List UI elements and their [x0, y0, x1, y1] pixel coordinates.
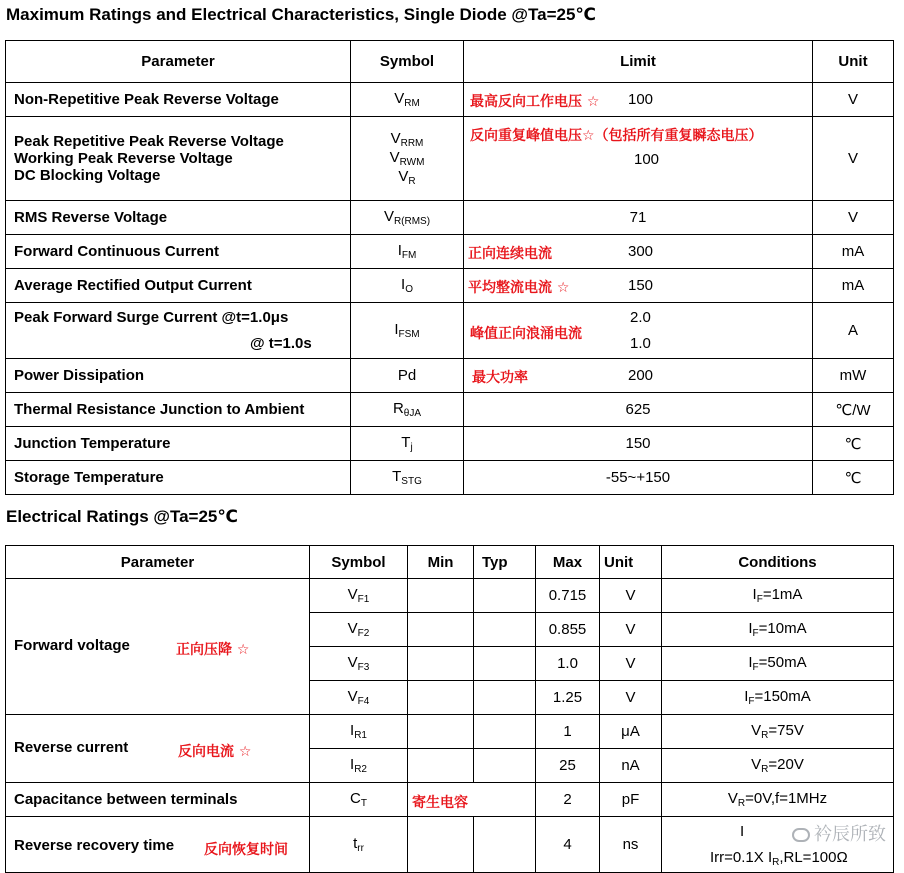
table-row: [6, 235, 894, 269]
unit-cell: A: [813, 303, 894, 359]
limit-cell: [464, 83, 813, 117]
max-cell: 25: [536, 749, 600, 783]
table-header-row: [6, 41, 894, 83]
table-row: [6, 579, 894, 613]
limit-value: 150: [628, 277, 654, 294]
unit-cell: V: [813, 201, 894, 235]
typ-cell: [474, 579, 536, 613]
unit-cell: nA: [600, 749, 662, 783]
conditions-cell: $V_R=0V,f=1MHz$: [662, 783, 894, 817]
table-row: [6, 817, 894, 873]
param-cell: Reverse recovery time 反向恢复时间: [6, 817, 310, 873]
header-limit: Limit: [464, 41, 813, 83]
unit-cell: ℃/W: [813, 393, 894, 427]
min-cell: [408, 749, 474, 783]
limit-cell: 71: [464, 201, 813, 235]
unit-cell: V: [600, 613, 662, 647]
unit-cell: mA: [813, 269, 894, 303]
unit-cell: V: [600, 647, 662, 681]
header-symbol: Symbol: [310, 546, 408, 579]
annotation-note: 峰值正向浪涌电流: [470, 326, 582, 342]
param-cell: Capacitance between terminals: [6, 783, 310, 817]
param-cell: Forward Continuous Current: [6, 235, 351, 269]
annotation-note: 平均整流电流 ☆: [468, 280, 570, 296]
conditions-cell: $V_R=20V$: [662, 749, 894, 783]
table-row: [6, 201, 894, 235]
unit-cell: V: [600, 681, 662, 715]
max-cell: 0.715: [536, 579, 600, 613]
header-unit: Unit: [600, 546, 662, 579]
header-parameter: Parameter: [6, 41, 351, 83]
symbol-cell: $V_{RM}$: [351, 83, 464, 117]
min-typ-cell: [408, 783, 536, 817]
limit-value: 300: [628, 243, 654, 260]
table-row: [6, 303, 894, 359]
min-cell: [408, 681, 474, 715]
param-cell: Average Rectified Output Current: [6, 269, 351, 303]
table-row: [6, 269, 894, 303]
unit-cell: pF: [600, 783, 662, 817]
min-cell: [408, 817, 474, 873]
max-cell: 4: [536, 817, 600, 873]
param-cell: Reverse current 反向电流 ☆: [6, 715, 310, 783]
min-cell: [408, 647, 474, 681]
annotation-note: 反向恢复时间: [204, 842, 288, 858]
unit-cell: V: [813, 117, 894, 201]
symbol-cell: $V_{F3}$: [310, 647, 408, 681]
limit-cell: [464, 117, 813, 201]
unit-cell: ns: [600, 817, 662, 873]
annotation-note: 反向重复峰值电压☆（包括所有重复瞬态电压）: [470, 128, 763, 144]
annotation-note: 正向压降 ☆: [176, 642, 250, 658]
symbol-cell: $V_{RRM}$ $V_{RWM}$ $V_R$: [351, 117, 464, 201]
min-cell: [408, 715, 474, 749]
symbol-cell: $t_{rr}$: [310, 817, 408, 873]
symbol-cell: $V_{F1}$: [310, 579, 408, 613]
limit-value: 100: [634, 151, 660, 168]
symbol-cell: $I_{R1}$: [310, 715, 408, 749]
param-cell: RMS Reverse Voltage: [6, 201, 351, 235]
param-cell: Peak Repetitive Peak Reverse Voltage Working Peak Reverse Voltage DC Blocking Voltage: [6, 117, 351, 201]
typ-cell: [474, 749, 536, 783]
table-row: [6, 715, 894, 749]
symbol-cell: $V_{R(RMS)}$: [351, 201, 464, 235]
typ-cell: [474, 817, 536, 873]
limit-cell: [464, 235, 813, 269]
param-cell: Power Dissipation: [6, 359, 351, 393]
limit-value: 2.0: [630, 309, 651, 326]
unit-cell: mA: [813, 235, 894, 269]
symbol-cell: $V_{F2}$: [310, 613, 408, 647]
table-row: [6, 783, 894, 817]
header-typ: Typ: [474, 546, 536, 579]
title-max-ratings: Maximum Ratings and Electrical Characteristics, Single Diode @Ta=25℃: [6, 5, 597, 24]
table-row: [6, 393, 894, 427]
param-cell: Thermal Resistance Junction to Ambient: [6, 393, 351, 427]
param-cell: Peak Forward Surge Current @t=1.0μs @ t=1.0s: [6, 303, 351, 359]
table-row: [6, 461, 894, 495]
header-unit: Unit: [813, 41, 894, 83]
symbol-cell: $I_{FM}$: [351, 235, 464, 269]
header-parameter: Parameter: [6, 546, 310, 579]
conditions-cell: $I_F=150mA$: [662, 681, 894, 715]
limit-cell: 150: [464, 427, 813, 461]
limit-cell: 625: [464, 393, 813, 427]
table-row: [6, 83, 894, 117]
symbol-cell: $C_T$: [310, 783, 408, 817]
unit-cell: ℃: [813, 461, 894, 495]
max-cell: 2: [536, 783, 600, 817]
title-electrical-ratings: Electrical Ratings @Ta=25℃: [6, 507, 238, 526]
table-row: [6, 359, 894, 393]
max-cell: 1.0: [536, 647, 600, 681]
unit-cell: ℃: [813, 427, 894, 461]
limit-cell: [464, 359, 813, 393]
typ-cell: [474, 681, 536, 715]
unit-cell: V: [600, 579, 662, 613]
limit-cell: -55~+150: [464, 461, 813, 495]
watermark: 衿辰所致: [792, 820, 886, 846]
annotation-note: 最大功率: [472, 370, 528, 386]
limit-value: 100: [628, 91, 654, 108]
max-cell: 1: [536, 715, 600, 749]
limit-cell: [464, 269, 813, 303]
annotation-note: 反向电流 ☆: [178, 744, 252, 760]
conditions-cell: $V_R=75V$: [662, 715, 894, 749]
header-min: Min: [408, 546, 474, 579]
header-max: Max: [536, 546, 600, 579]
typ-cell: [474, 613, 536, 647]
limit-cell: [464, 303, 813, 359]
annotation-note: 最高反向工作电压 ☆: [470, 94, 600, 110]
symbol-cell: $I_{FSM}$: [351, 303, 464, 359]
table-header-row: [6, 546, 894, 579]
electrical-ratings-table: [5, 545, 894, 873]
symbol-cell: $T_{STG}$: [351, 461, 464, 495]
symbol-cell: $I_O$: [351, 269, 464, 303]
conditions-cell: $I_F=1mA$: [662, 579, 894, 613]
unit-cell: mW: [813, 359, 894, 393]
conditions-cell: $I_F=10mA$: [662, 613, 894, 647]
max-ratings-table: [5, 40, 894, 495]
unit-cell: μA: [600, 715, 662, 749]
table-row: [6, 117, 894, 201]
limit-value: 200: [628, 367, 654, 384]
param-cell: Forward voltage 正向压降 ☆: [6, 579, 310, 715]
param-cell: Junction Temperature: [6, 427, 351, 461]
header-conditions: Conditions: [662, 546, 894, 579]
limit-value: 1.0: [630, 335, 651, 352]
symbol-cell: $I_{R2}$: [310, 749, 408, 783]
header-symbol: Symbol: [351, 41, 464, 83]
typ-cell: [474, 647, 536, 681]
conditions-cell: $I_F=50mA$: [662, 647, 894, 681]
table-row: [6, 427, 894, 461]
max-cell: 1.25: [536, 681, 600, 715]
annotation-note: 正向连续电流: [468, 246, 552, 262]
param-cell: Storage Temperature: [6, 461, 351, 495]
min-cell: [408, 613, 474, 647]
annotation-note: 寄生电容: [412, 795, 468, 811]
symbol-cell: Pd: [351, 359, 464, 393]
typ-cell: [474, 715, 536, 749]
max-cell: 0.855: [536, 613, 600, 647]
conditions-cell: I Irr=0.1X $I_R,RL=100\Omega$: [662, 817, 894, 873]
unit-cell: V: [813, 83, 894, 117]
symbol-cell: $R_{\theta JA}$: [351, 393, 464, 427]
symbol-cell: $V_{F4}$: [310, 681, 408, 715]
param-cell: Non-Repetitive Peak Reverse Voltage: [6, 83, 351, 117]
min-cell: [408, 579, 474, 613]
chat-icon: [792, 828, 810, 842]
symbol-cell: $T_j$: [351, 427, 464, 461]
